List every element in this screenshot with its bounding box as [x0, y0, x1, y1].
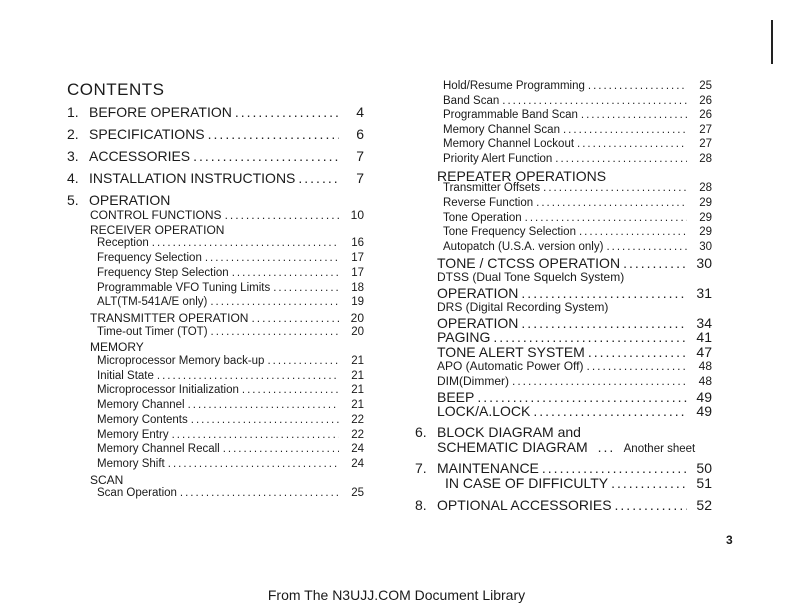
entry-label: Initial State	[97, 369, 154, 382]
entry-page: 19	[351, 296, 364, 309]
entry-label: Microprocessor Memory back-up	[97, 355, 265, 367]
entry-label: BEFORE OPERATION	[89, 104, 232, 120]
toc-section	[89, 192, 364, 208]
toc-entry	[97, 443, 364, 455]
toc-entry	[437, 270, 712, 284]
entry-label: INSTALLATION INSTRUCTIONS	[89, 170, 296, 186]
toc-entry	[97, 458, 364, 470]
entry-page: 16	[351, 237, 364, 250]
dot-leader	[579, 226, 687, 238]
entry-page: 7	[356, 170, 364, 186]
toc-entry	[437, 359, 712, 373]
entry-label: Time-out Timer (TOT)	[97, 325, 208, 338]
toc-entry	[97, 237, 364, 249]
toc-entry	[443, 124, 712, 136]
entry-page: 29	[699, 197, 712, 209]
toc-entry	[437, 285, 712, 301]
entry-page: 17	[351, 266, 364, 279]
toc-entry	[437, 374, 712, 388]
dot-leader	[235, 104, 339, 120]
entry-label: SCHEMATIC DIAGRAM	[437, 439, 588, 455]
dot-leader	[555, 153, 687, 165]
dot-leader	[210, 296, 339, 308]
entry-label: Tone Frequency Selection	[443, 226, 576, 239]
entry-label: Reception	[97, 237, 149, 250]
toc-entry	[90, 223, 364, 237]
toc-entry	[443, 109, 712, 121]
entry-label: TONE ALERT SYSTEM	[437, 344, 585, 361]
entry-page: 22	[351, 413, 364, 426]
toc-entry	[437, 168, 712, 184]
entry-label: SPECIFICATIONS	[89, 126, 205, 142]
toc-section	[445, 475, 712, 491]
entry-page: 24	[351, 457, 364, 470]
entry-page: 10	[350, 208, 364, 222]
toc-entry	[443, 197, 712, 209]
dot-leader	[223, 443, 339, 455]
dot-leader	[587, 359, 688, 373]
entry-label: SCAN	[90, 472, 124, 487]
entry-page: 48	[698, 359, 712, 373]
entry-label: Memory Contents	[97, 413, 188, 426]
entry-page: 21	[351, 399, 364, 412]
toc-entry	[90, 473, 364, 487]
entry-label: Tone Operation	[443, 211, 522, 224]
dot-leader	[208, 126, 339, 142]
dot-leader	[536, 197, 687, 209]
entry-page: 27	[699, 123, 712, 136]
toc-entry	[443, 153, 712, 165]
entry-label: DIM(Dimmer)	[437, 373, 509, 388]
entry-label: Microprocessor Initialization	[97, 384, 239, 397]
toc-entry	[437, 329, 712, 345]
toc-section	[89, 104, 364, 120]
section-number: 7.	[415, 460, 427, 476]
entry-label: APO (Automatic Power Off)	[437, 359, 584, 373]
entry-page: 26	[699, 109, 712, 122]
toc-entry	[437, 315, 712, 331]
dot-leader	[542, 460, 687, 476]
entry-label: Reverse Function	[443, 197, 534, 209]
dot-leader	[563, 124, 687, 136]
entry-page: 30	[696, 255, 712, 272]
dot-leader	[193, 148, 339, 164]
toc-entry	[437, 255, 712, 271]
toc-entry	[97, 252, 364, 264]
toc-entry	[443, 241, 712, 253]
dot-leader	[502, 95, 687, 107]
entry-page: 41	[696, 329, 712, 346]
entry-page: 28	[699, 182, 712, 195]
dot-leader	[251, 311, 339, 325]
dot-leader	[588, 344, 687, 360]
entry-page: 52	[696, 497, 712, 513]
dot-leader	[512, 374, 687, 388]
dot-leader	[615, 497, 687, 513]
dot-leader	[191, 414, 339, 426]
dot-leader	[588, 80, 687, 92]
entry-page: 22	[351, 428, 364, 441]
dot-leader	[606, 241, 687, 253]
entry-page: Another sheet	[623, 443, 696, 455]
toc-section	[437, 460, 712, 476]
entry-label: TONE / CTCSS OPERATION	[437, 255, 621, 272]
entry-page: 25	[351, 487, 364, 500]
entry-page: 26	[699, 94, 712, 107]
dot-leader	[211, 326, 339, 338]
section-number: 3.	[67, 148, 79, 164]
dot-leader	[611, 475, 687, 491]
entry-label: Frequency Step Selection	[97, 266, 229, 279]
entry-label: Memory Channel Lockout	[443, 138, 575, 151]
toc-section	[89, 126, 364, 142]
entry-label: Memory Channel Recall	[97, 443, 220, 456]
entry-label: PAGING	[437, 329, 491, 346]
entry-label: Memory Channel Scan	[443, 123, 560, 136]
entry-page: 34	[696, 314, 712, 331]
entry-page: 47	[696, 344, 712, 361]
dot-leader	[232, 267, 339, 279]
entry-label: DTSS (Dual Tone Squelch System)	[437, 270, 625, 285]
toc-section	[437, 497, 712, 513]
entry-page: 50	[696, 460, 712, 476]
dot-leader	[577, 138, 687, 150]
entry-page: 29	[699, 211, 712, 224]
toc-entry	[97, 414, 364, 426]
entry-page: 49	[696, 403, 712, 420]
toc-entry	[443, 80, 712, 92]
toc-entry	[437, 389, 712, 405]
entry-label: REPEATER OPERATIONS	[437, 167, 607, 184]
entry-page: 20	[350, 310, 364, 325]
toc-entry	[97, 429, 364, 441]
entry-label: OPERATION	[437, 285, 519, 301]
entry-page: 31	[696, 285, 712, 301]
toc-entry	[443, 138, 712, 150]
section-number: 5.	[67, 192, 79, 208]
toc-entry	[437, 344, 712, 360]
entry-page: 48	[698, 373, 712, 388]
dot-leader	[477, 389, 687, 405]
dot-leader	[168, 458, 339, 470]
entry-page: 28	[699, 153, 712, 165]
section-number: 1.	[67, 104, 79, 120]
toc-entry	[97, 282, 364, 294]
entry-label: DRS (Digital Recording System)	[437, 299, 609, 314]
toc-entry	[90, 311, 364, 325]
dot-leader	[205, 252, 339, 264]
entry-label: Priority Alert Function	[443, 153, 553, 165]
dot-leader	[188, 399, 339, 411]
entry-label: RECEIVER OPERATION	[90, 222, 225, 237]
toc-entry	[443, 95, 712, 107]
dot-leader	[242, 384, 339, 396]
dot-leader	[521, 315, 687, 331]
section-number: 8.	[415, 497, 427, 513]
entry-label: Frequency Selection	[97, 252, 202, 265]
dot-leader	[267, 355, 339, 367]
entry-label: BEEP	[437, 388, 475, 405]
entry-label: MAINTENANCE	[437, 460, 539, 476]
entry-label: Memory Channel	[97, 399, 185, 412]
toc-entry	[97, 267, 364, 279]
entry-label: Band Scan	[443, 94, 500, 107]
entry-label: Scan Operation	[97, 487, 177, 500]
toc-entry	[90, 208, 364, 222]
entry-page: 24	[351, 443, 364, 456]
toc-entry	[97, 355, 364, 367]
dot-leader	[152, 237, 339, 249]
entry-label: BLOCK DIAGRAM and	[437, 424, 581, 440]
entry-label: OPERATION	[437, 314, 519, 331]
toc-section	[89, 170, 364, 186]
dot-leader	[543, 182, 687, 194]
entry-label: Transmitter Offsets	[443, 182, 541, 195]
page-title: CONTENTS	[67, 80, 165, 99]
entry-page: 7	[356, 148, 364, 164]
entry-page: 27	[699, 138, 712, 151]
entry-page: 4	[356, 104, 364, 120]
toc-entry	[97, 487, 364, 499]
dot-leader	[157, 370, 339, 382]
dot-leader	[493, 329, 687, 345]
section-number: 6.	[415, 424, 427, 440]
entry-label: Autopatch (U.S.A. version only)	[443, 240, 604, 253]
toc-entry	[437, 403, 712, 419]
dot-leader	[172, 429, 339, 441]
entry-label: TRANSMITTER OPERATION	[90, 310, 249, 325]
footer-text: From The N3UJJ.COM Document Library	[267, 587, 526, 603]
entry-label: CONTROL FUNCTIONS	[90, 208, 222, 222]
toc-entry	[97, 326, 364, 338]
dot-leader	[273, 282, 339, 294]
entry-page: 29	[699, 226, 712, 239]
toc-section	[437, 439, 708, 455]
entry-label: OPTIONAL ACCESSORIES	[437, 497, 612, 513]
dot-leader	[581, 109, 687, 121]
toc-section	[89, 148, 364, 164]
entry-label: MEMORY	[90, 340, 144, 355]
dot-leader	[525, 212, 687, 224]
entry-page: 49	[696, 388, 712, 405]
entry-page: 51	[696, 475, 712, 491]
toc-entry	[97, 399, 364, 411]
entry-label: Programmable Band Scan	[443, 109, 578, 122]
toc-entry	[443, 226, 712, 238]
dot-leader	[623, 255, 687, 271]
dot-leader	[180, 487, 339, 499]
entry-label: ACCESSORIES	[89, 148, 191, 164]
entry-page: 21	[351, 355, 364, 367]
dot-leader	[533, 403, 687, 419]
toc-section	[437, 424, 712, 440]
entry-page: 17	[351, 252, 364, 265]
dot-leader	[298, 170, 339, 186]
margin-rule	[771, 20, 773, 64]
entry-page: 18	[351, 281, 364, 294]
toc-entry	[443, 212, 712, 224]
entry-label: Programmable VFO Tuning Limits	[97, 281, 271, 294]
dot-leader	[521, 285, 687, 301]
toc-entry	[437, 300, 712, 314]
entry-label: Hold/Resume Programming	[443, 80, 585, 92]
section-number: 2.	[67, 126, 79, 142]
toc-entry	[97, 384, 364, 396]
entry-label: OPERATION	[89, 192, 171, 208]
toc-entry	[443, 182, 712, 194]
entry-page: 6	[356, 126, 364, 142]
dot-leader	[225, 208, 339, 222]
section-number: 4.	[67, 170, 79, 186]
entry-page: 20	[351, 325, 364, 338]
dot-leader	[598, 439, 616, 455]
toc-entry	[97, 296, 364, 308]
entry-label: Memory Entry	[97, 428, 169, 441]
entry-label: LOCK/A.LOCK	[437, 403, 531, 420]
page-number: 3	[726, 533, 733, 547]
entry-label: Memory Shift	[97, 457, 165, 470]
entry-page: 21	[351, 384, 364, 397]
entry-label: ALT(TM-541A/E only)	[97, 296, 208, 309]
entry-page: 25	[699, 80, 712, 92]
entry-page: 30	[699, 240, 712, 253]
entry-page: 21	[351, 369, 364, 382]
entry-label: IN CASE OF DIFFICULTY	[445, 475, 609, 491]
toc-entry	[90, 340, 364, 354]
toc-entry	[97, 370, 364, 382]
